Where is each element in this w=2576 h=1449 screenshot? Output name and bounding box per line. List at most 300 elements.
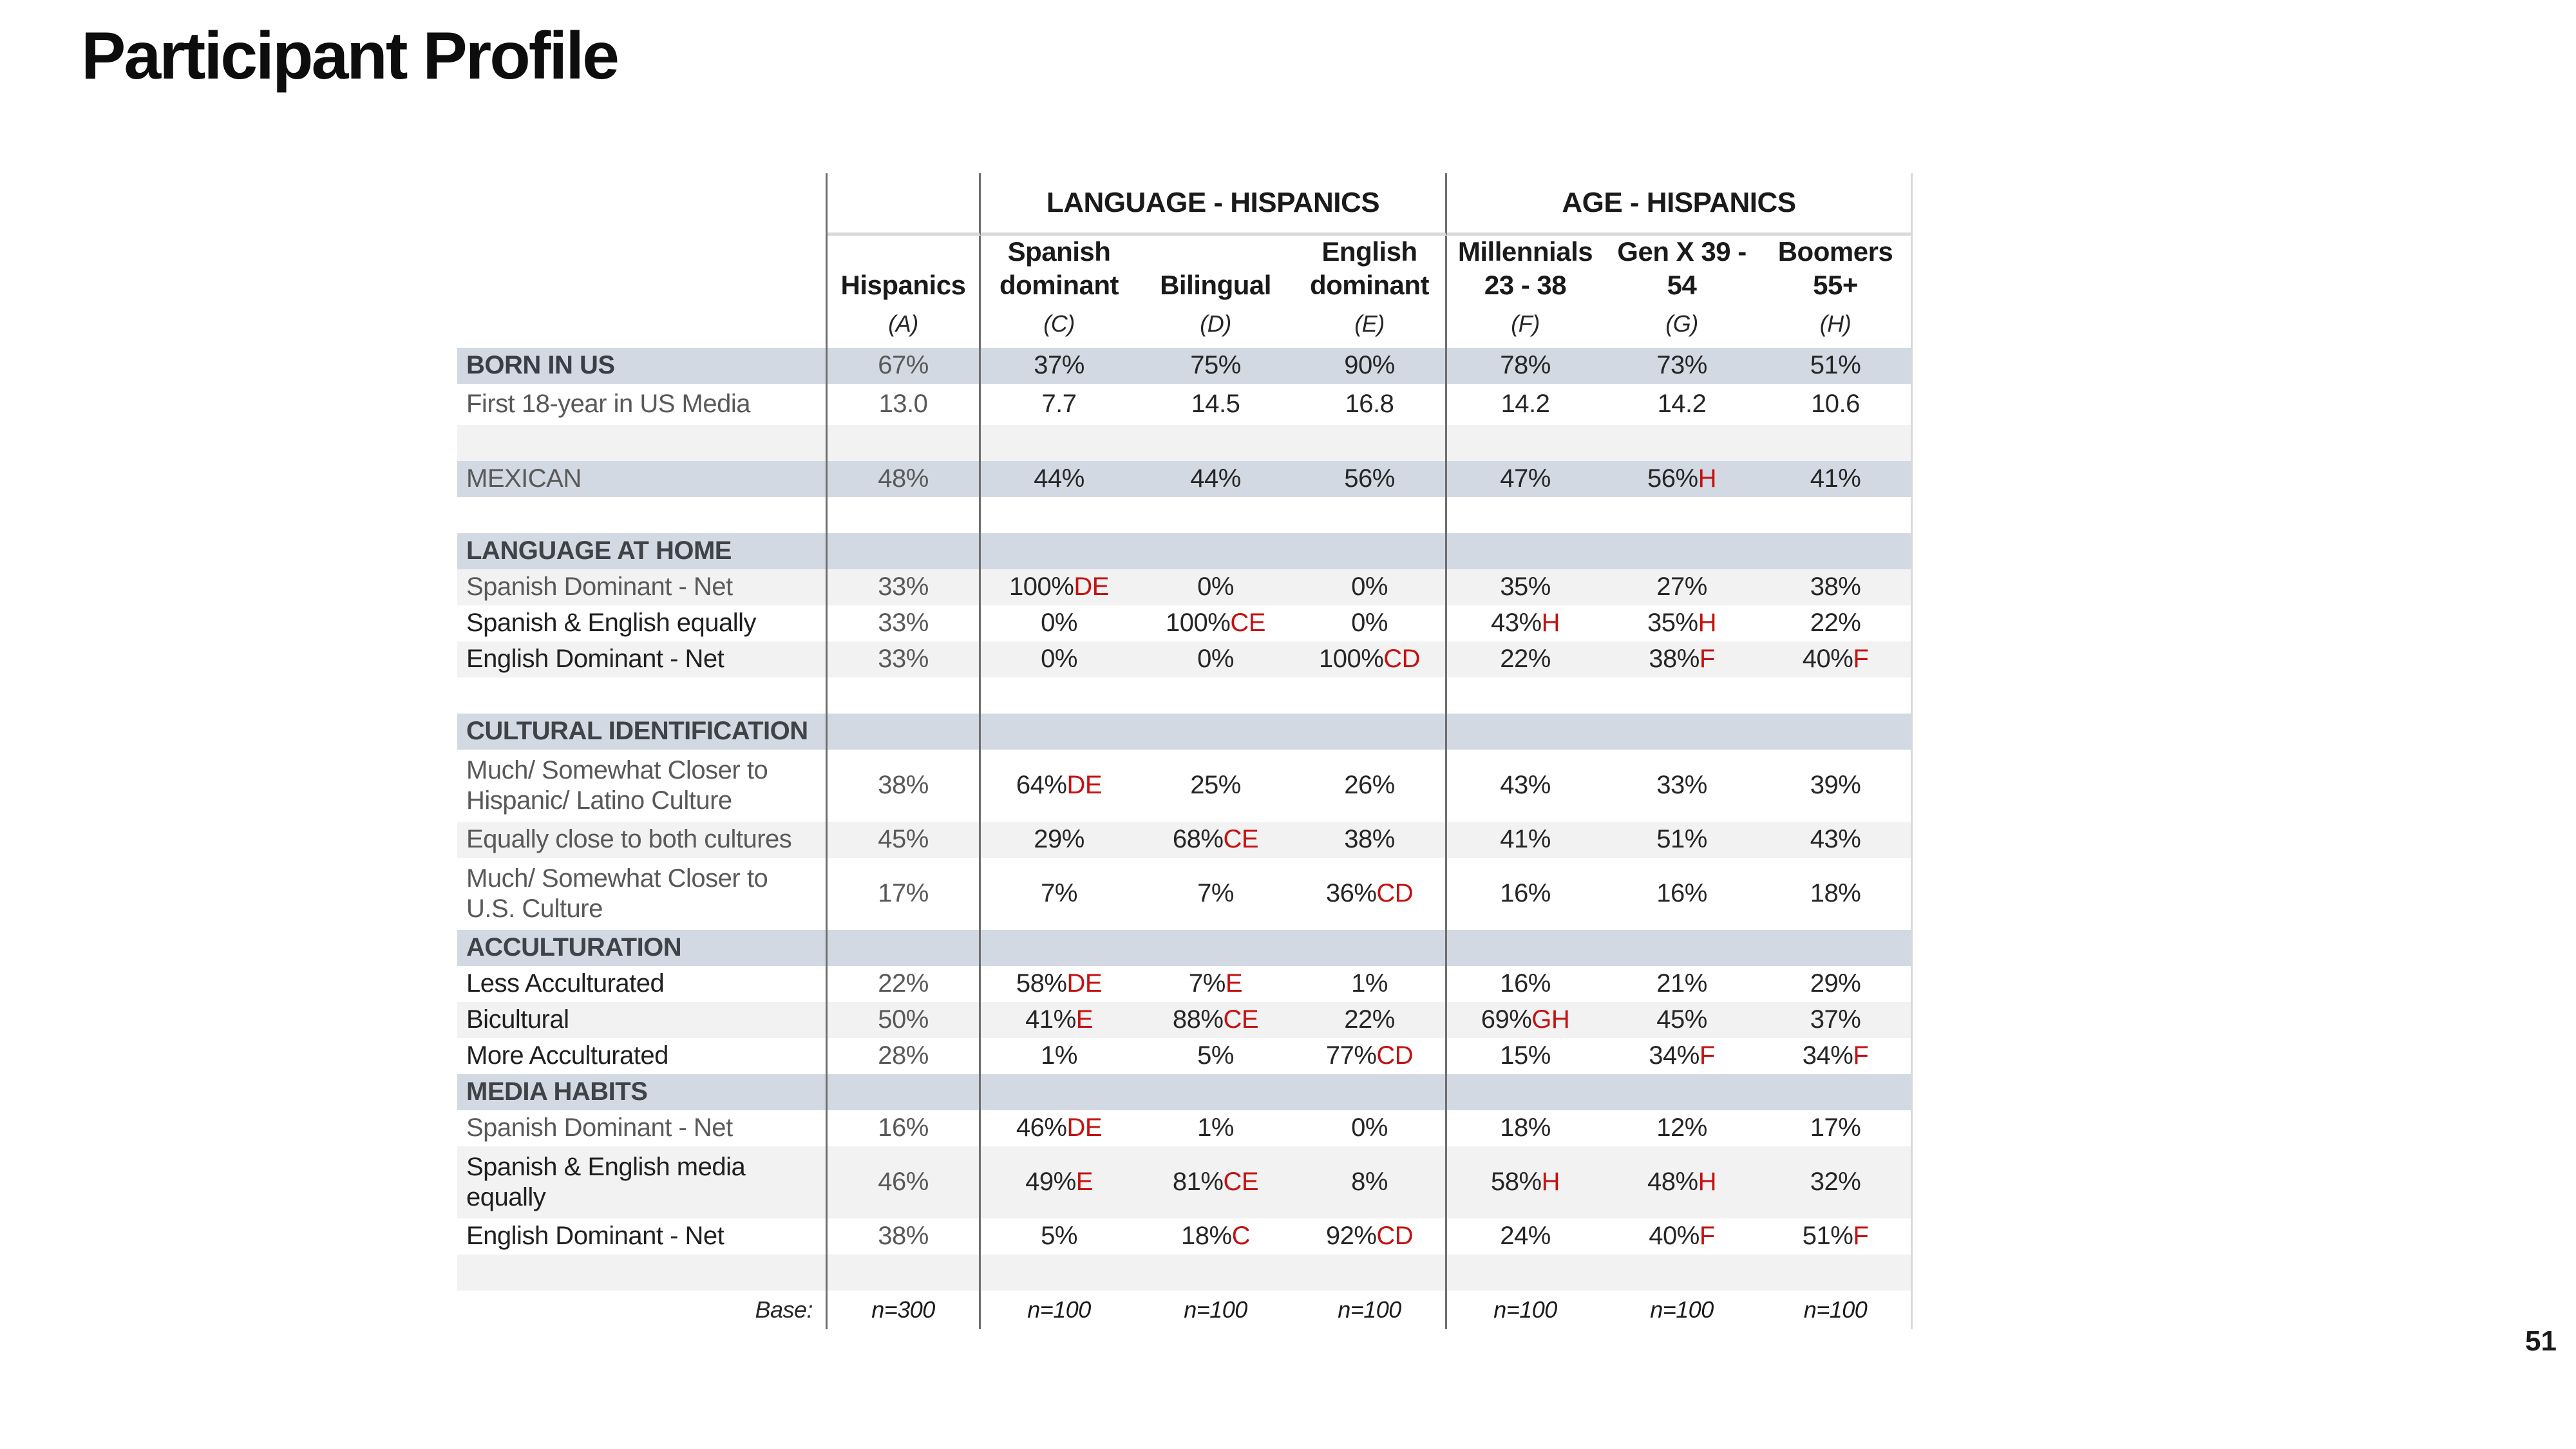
table-cell	[1604, 1038, 1760, 1074]
cell-value: 1%	[1041, 1041, 1077, 1070]
table-cell	[1760, 497, 1913, 533]
table-cell	[1447, 1074, 1604, 1110]
table-cell	[1137, 858, 1294, 930]
table-cell	[1604, 497, 1760, 533]
table-cell	[1604, 1146, 1760, 1218]
cell-value: 16%	[1500, 969, 1551, 998]
cell-value: 34%	[1802, 1041, 1853, 1070]
table-cell	[828, 425, 981, 461]
base-value: n=100	[1803, 1296, 1868, 1323]
sig-letter: DE	[1066, 1113, 1103, 1142]
cell-value: 18%	[1500, 1113, 1551, 1142]
table-cell	[828, 1255, 981, 1291]
row-label: Bicultural	[457, 1002, 828, 1038]
table-cell	[1760, 750, 1913, 822]
column-header-name: Millennials 23 - 38	[1457, 236, 1593, 301]
table-cell	[828, 461, 981, 497]
table-cell	[1294, 533, 1447, 569]
table-cell	[981, 497, 1137, 533]
column-header	[828, 236, 981, 348]
sig-letter: H	[1698, 1168, 1716, 1197]
row-label: Much/ Somewhat Closer to U.S. Culture	[457, 858, 828, 930]
table-cell	[1604, 641, 1760, 677]
row-label: MEXICAN	[457, 461, 828, 497]
table-cell	[828, 966, 981, 1002]
table-cell	[828, 1002, 981, 1038]
table-cell	[1447, 1110, 1604, 1146]
row-label: LANGUAGE AT HOME	[457, 533, 828, 569]
cell-value: 33%	[878, 609, 929, 638]
cell-value: 48%	[878, 464, 929, 493]
section-row	[457, 930, 1913, 966]
table-cell	[1294, 569, 1447, 605]
table-cell	[1137, 641, 1294, 677]
table-cell	[1137, 384, 1294, 425]
cell-value: 46%	[1016, 1113, 1067, 1142]
table-cell	[1604, 1110, 1760, 1146]
table-cell	[1447, 1146, 1604, 1218]
table-cell	[981, 750, 1137, 822]
table-cell	[1604, 858, 1760, 930]
table-cell	[1760, 930, 1913, 966]
table-cell	[828, 858, 981, 930]
cell-value: 88%	[1172, 1005, 1224, 1034]
cell-value: 43%	[1500, 771, 1551, 800]
table-cell	[981, 1146, 1137, 1218]
table-cell	[1447, 858, 1604, 930]
header-blank-cell	[457, 236, 828, 348]
column-header-letter: (C)	[1043, 310, 1075, 337]
cell-value: 22%	[1810, 609, 1861, 638]
table-cell	[1447, 822, 1604, 858]
cell-value: 90%	[1344, 351, 1395, 380]
table-cell	[1137, 822, 1294, 858]
table-cell	[1447, 714, 1604, 750]
table-cell	[981, 930, 1137, 966]
table-row	[457, 384, 1913, 425]
table-cell	[1294, 1218, 1447, 1255]
sig-letter: H	[1541, 609, 1560, 638]
column-header-letter: (G)	[1665, 310, 1698, 337]
table-cell	[1137, 605, 1294, 641]
cell-value: 17%	[1810, 1113, 1861, 1142]
table-cell	[1604, 605, 1760, 641]
cell-value: 45%	[878, 825, 929, 854]
cell-value: 8%	[1351, 1168, 1388, 1197]
table-cell	[1760, 714, 1913, 750]
sig-letter: CE	[1223, 825, 1259, 854]
sig-letter: F	[1699, 1041, 1715, 1070]
row-label	[457, 1255, 828, 1291]
table-cell	[1760, 1255, 1913, 1291]
sig-letter: E	[1075, 1005, 1093, 1034]
cell-value: 28%	[878, 1041, 929, 1070]
sig-letter: H	[1698, 464, 1716, 493]
table-column-header-row	[457, 236, 1913, 348]
cell-value: 1%	[1197, 1113, 1234, 1142]
cell-value: 73%	[1656, 351, 1707, 380]
cell-value: 56%	[1647, 464, 1698, 493]
column-header-name: Boomers 55+	[1777, 236, 1893, 301]
cell-value: 38%	[878, 1222, 929, 1251]
cell-value: 68%	[1172, 825, 1224, 854]
table-cell	[828, 497, 981, 533]
table-cell	[1760, 384, 1913, 425]
cell-value: 0%	[1041, 609, 1077, 638]
column-header-name: Spanish dominant	[999, 236, 1119, 301]
table-cell	[1760, 858, 1913, 930]
cell-value: 14.5	[1191, 390, 1240, 419]
row-label: Spanish Dominant - Net	[457, 1110, 828, 1146]
cell-value: 47%	[1500, 464, 1551, 493]
row-label: MEDIA HABITS	[457, 1074, 828, 1110]
cell-value: 18%	[1810, 879, 1861, 908]
table-cell	[1294, 1074, 1447, 1110]
table-cell	[828, 533, 981, 569]
row-label: Spanish & English media equally	[457, 1146, 828, 1218]
table-cell	[1447, 1291, 1604, 1329]
table-cell	[1294, 461, 1447, 497]
cell-value: 46%	[878, 1168, 929, 1197]
table-cell	[1447, 425, 1604, 461]
cell-value: 25%	[1190, 771, 1241, 800]
row-label: Equally close to both cultures	[457, 822, 828, 858]
table-cell	[981, 384, 1137, 425]
cell-value: 22%	[1500, 645, 1551, 674]
cell-value: 77%	[1325, 1041, 1377, 1070]
cell-value: 43%	[1810, 825, 1861, 854]
table-cell	[1294, 1038, 1447, 1074]
cell-value: 29%	[1034, 825, 1084, 854]
table-cell	[981, 605, 1137, 641]
table-cell	[1760, 822, 1913, 858]
table-cell	[1137, 1146, 1294, 1218]
table-cell	[1137, 966, 1294, 1002]
cell-value: 26%	[1344, 771, 1395, 800]
table-cell	[981, 1291, 1137, 1329]
table-cell	[1294, 348, 1447, 384]
table-cell	[1760, 1074, 1913, 1110]
cell-value: 50%	[878, 1005, 929, 1034]
table-cell	[1294, 930, 1447, 966]
table-cell	[1760, 1218, 1913, 1255]
base-value: n=100	[1338, 1296, 1401, 1323]
table-row	[457, 966, 1913, 1002]
section-row	[457, 714, 1913, 750]
cell-value: 38%	[878, 771, 929, 800]
row-label: CULTURAL IDENTIFICATION	[457, 714, 828, 750]
cell-value: 41%	[1500, 825, 1551, 854]
cell-value: 7.7	[1041, 390, 1077, 419]
cell-value: 10.6	[1811, 390, 1860, 419]
table-cell	[1760, 605, 1913, 641]
table-cell	[1760, 533, 1913, 569]
section-row	[457, 533, 1913, 569]
table-cell	[981, 641, 1137, 677]
table-cell	[1447, 461, 1604, 497]
sig-letter: CE	[1223, 1005, 1259, 1034]
table-cell	[981, 677, 1137, 714]
empty-row	[457, 677, 1913, 714]
empty-row	[457, 497, 1913, 533]
table-row	[457, 750, 1913, 822]
table-cell	[1760, 569, 1913, 605]
cell-value: 67%	[878, 351, 929, 380]
row-label: Less Acculturated	[457, 966, 828, 1002]
sig-letter: CE	[1230, 609, 1265, 638]
column-header-letter: (F)	[1511, 310, 1540, 337]
table-row	[457, 1146, 1913, 1218]
cell-value: 27%	[1656, 573, 1707, 601]
cell-value: 41%	[1025, 1005, 1076, 1034]
table-cell	[1760, 641, 1913, 677]
column-header-name: Hispanics	[840, 270, 966, 301]
table-cell	[1604, 1291, 1760, 1329]
cell-value: 40%	[1649, 1222, 1700, 1251]
base-value: n=100	[1184, 1296, 1247, 1323]
sig-letter: F	[1699, 1222, 1715, 1251]
table-cell	[828, 930, 981, 966]
table-cell	[1294, 641, 1447, 677]
cell-value: 38%	[1810, 573, 1861, 601]
cell-value: 56%	[1344, 464, 1395, 493]
column-header-letter: (H)	[1819, 310, 1852, 337]
sig-letter: CD	[1376, 1041, 1414, 1070]
cell-value: 45%	[1656, 1005, 1707, 1034]
table-cell	[1294, 1146, 1447, 1218]
cell-value: 7%	[1041, 879, 1077, 908]
table-cell	[1294, 1291, 1447, 1329]
table-cell	[1447, 750, 1604, 822]
sig-letter: E	[1075, 1168, 1093, 1197]
table-cell	[1137, 1218, 1294, 1255]
table-cell	[981, 1038, 1137, 1074]
table-row	[457, 461, 1913, 497]
table-cell	[1604, 1218, 1760, 1255]
table-cell	[1604, 569, 1760, 605]
table-cell	[828, 1291, 981, 1329]
table-group-header-row	[457, 173, 1913, 236]
table-cell	[1447, 533, 1604, 569]
table-cell	[1760, 1002, 1913, 1038]
column-header	[1294, 236, 1447, 348]
table-cell	[1137, 1074, 1294, 1110]
column-header-letter: (A)	[888, 310, 918, 337]
table-cell	[1604, 930, 1760, 966]
table-cell	[981, 1110, 1137, 1146]
table-cell	[1760, 1110, 1913, 1146]
cell-value: 5%	[1041, 1222, 1077, 1251]
table-cell	[1447, 641, 1604, 677]
cell-value: 75%	[1190, 351, 1241, 380]
column-header	[1604, 236, 1760, 348]
row-label: More Acculturated	[457, 1038, 828, 1074]
row-label: Spanish Dominant - Net	[457, 569, 828, 605]
cell-value: 15%	[1500, 1041, 1551, 1070]
group-header-age: AGE - HISPANICS	[1447, 173, 1913, 236]
table-cell	[1137, 1291, 1294, 1329]
cell-value: 40%	[1802, 645, 1853, 674]
table-cell	[1294, 858, 1447, 930]
row-label	[457, 677, 828, 714]
table-row	[457, 348, 1913, 384]
table-cell	[1294, 714, 1447, 750]
cell-value: 13.0	[878, 390, 928, 419]
row-label	[457, 497, 828, 533]
cell-value: 0%	[1041, 645, 1077, 674]
table-cell	[1294, 384, 1447, 425]
table-cell	[1604, 1255, 1760, 1291]
table-cell	[1604, 461, 1760, 497]
table-row	[457, 858, 1913, 930]
table-cell	[1447, 1002, 1604, 1038]
table-cell	[1447, 966, 1604, 1002]
cell-value: 21%	[1656, 969, 1707, 998]
row-label: BORN IN US	[457, 348, 828, 384]
cell-value: 16%	[1656, 879, 1707, 908]
cell-value: 35%	[1500, 573, 1551, 601]
cell-value: 44%	[1190, 464, 1241, 493]
column-header-name: Gen X 39 - 54	[1617, 236, 1747, 301]
table-cell	[981, 1074, 1137, 1110]
sig-letter: F	[1853, 645, 1869, 674]
cell-value: 69%	[1481, 1005, 1532, 1034]
sig-letter: C	[1231, 1222, 1250, 1251]
table-cell	[1604, 348, 1760, 384]
table-cell	[1447, 497, 1604, 533]
table-cell	[1447, 1255, 1604, 1291]
cell-value: 58%	[1491, 1168, 1542, 1197]
table-cell	[828, 1038, 981, 1074]
cell-value: 7%	[1189, 969, 1226, 998]
row-label	[457, 425, 828, 461]
empty-row	[457, 1255, 1913, 1291]
table-row	[457, 1218, 1913, 1255]
sig-letter: CD	[1383, 645, 1421, 674]
column-header	[1760, 236, 1913, 348]
table-cell	[1294, 1255, 1447, 1291]
cell-value: 41%	[1810, 464, 1861, 493]
table-cell	[981, 1255, 1137, 1291]
table-cell	[1604, 750, 1760, 822]
table-cell	[1447, 677, 1604, 714]
sig-letter: CD	[1376, 879, 1414, 908]
table-row	[457, 1110, 1913, 1146]
sig-letter: CE	[1223, 1168, 1259, 1197]
table-cell	[981, 822, 1137, 858]
cell-value: 51%	[1656, 825, 1707, 854]
column-header-name: English dominant	[1310, 236, 1429, 301]
cell-value: 1%	[1351, 969, 1388, 998]
cell-value: 22%	[1344, 1005, 1395, 1034]
table-cell	[1137, 569, 1294, 605]
table-cell	[1447, 1038, 1604, 1074]
table-cell	[981, 966, 1137, 1002]
cell-value: 35%	[1647, 609, 1698, 638]
cell-value: 0%	[1197, 573, 1234, 601]
table-cell	[1760, 461, 1913, 497]
cell-value: 22%	[878, 969, 929, 998]
section-row	[457, 1074, 1913, 1110]
cell-value: 18%	[1181, 1222, 1232, 1251]
cell-value: 37%	[1810, 1005, 1861, 1034]
cell-value: 36%	[1325, 879, 1377, 908]
column-header	[1137, 236, 1294, 348]
table-cell	[1294, 1002, 1447, 1038]
cell-value: 14.2	[1501, 390, 1550, 419]
cell-value: 51%	[1802, 1222, 1853, 1251]
table-cell	[1294, 677, 1447, 714]
base-row	[457, 1291, 1913, 1329]
cell-value: 17%	[878, 879, 929, 908]
table-cell	[1604, 1074, 1760, 1110]
cell-value: 0%	[1351, 1113, 1388, 1142]
cell-value: 78%	[1500, 351, 1551, 380]
table-cell	[981, 461, 1137, 497]
cell-value: 12%	[1656, 1113, 1707, 1142]
table-cell	[981, 569, 1137, 605]
table-cell	[1294, 497, 1447, 533]
table-cell	[1294, 425, 1447, 461]
table-cell	[1294, 822, 1447, 858]
table-cell	[1137, 714, 1294, 750]
row-label: ACCULTURATION	[457, 930, 828, 966]
table-cell	[1137, 461, 1294, 497]
table-cell	[1447, 348, 1604, 384]
table-cell	[828, 641, 981, 677]
table-cell	[1137, 750, 1294, 822]
sig-letter: H	[1541, 1168, 1560, 1197]
table-cell	[1760, 348, 1913, 384]
table-cell	[1137, 1038, 1294, 1074]
table-cell	[1760, 425, 1913, 461]
cell-value: 38%	[1649, 645, 1700, 674]
cell-value: 100%	[1318, 645, 1384, 674]
base-value: n=100	[1027, 1296, 1091, 1323]
column-header-name: Bilingual	[1160, 270, 1271, 301]
table-cell	[828, 569, 981, 605]
empty-row	[457, 425, 1913, 461]
table-cell	[981, 425, 1137, 461]
table-row	[457, 822, 1913, 858]
sig-letter: DE	[1074, 573, 1109, 601]
table-cell	[981, 858, 1137, 930]
table-cell	[1760, 1038, 1913, 1074]
table-cell	[828, 822, 981, 858]
sig-letter: E	[1225, 969, 1242, 998]
table-cell	[1447, 384, 1604, 425]
table-cell	[828, 1218, 981, 1255]
table-cell	[1137, 677, 1294, 714]
group-header-language: LANGUAGE - HISPANICS	[981, 173, 1447, 236]
cell-value: 100%	[1009, 573, 1074, 601]
cell-value: 37%	[1034, 351, 1084, 380]
cell-value: 58%	[1016, 969, 1067, 998]
cell-value: 14.2	[1657, 390, 1707, 419]
table-cell	[1760, 966, 1913, 1002]
column-header-letter: (D)	[1200, 310, 1231, 337]
table-cell	[828, 1110, 981, 1146]
cell-value: 33%	[878, 573, 929, 601]
cell-value: 100%	[1166, 609, 1231, 638]
row-label: English Dominant - Net	[457, 1218, 828, 1255]
cell-value: 0%	[1351, 573, 1388, 601]
table-cell	[1137, 1002, 1294, 1038]
table-cell	[1604, 425, 1760, 461]
table-cell	[1294, 1110, 1447, 1146]
row-label: First 18-year in US Media	[457, 384, 828, 425]
cell-value: 38%	[1344, 825, 1395, 854]
